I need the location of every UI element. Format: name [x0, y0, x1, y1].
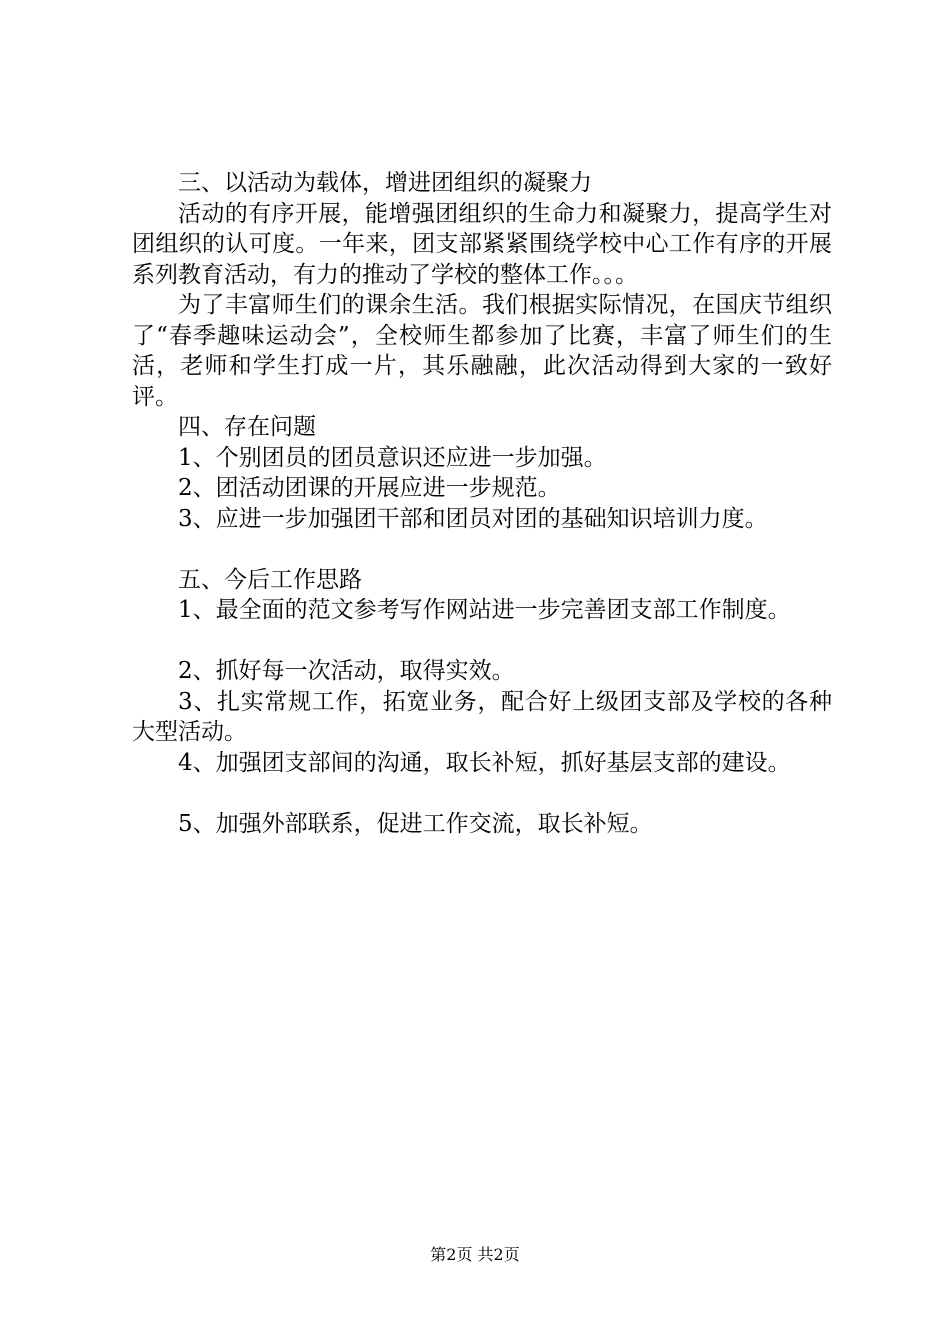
- plan-item-1: 1、最全面的范文参考写作网站进一步完善团支部工作制度。: [178, 597, 791, 623]
- problem-item-3: 3、应进一步加强团干部和团员对团的基础知识培训力度。: [178, 505, 768, 532]
- section-heading-3: 三、以活动为载体，增进团组织的凝聚力: [178, 170, 592, 196]
- section-heading-5: 五、今后工作思路: [178, 566, 362, 593]
- blank-line: [132, 778, 832, 809]
- blank-line: [132, 534, 832, 565]
- paragraph-sports-meet: 为了丰富师生们的课余生活。我们根据实际情况，在国庆节组织了“春季趣味运动会”，全校师生都参加了比赛，丰富了师生们的生活，老师和学生打成一片，其乐融融，此次活动得到大家的一致好评。: [132, 292, 832, 410]
- paragraph-activities: 活动的有序开展，能增强团组织的生命力和凝聚力，提高学生对团组织的认可度。一年来，团支部紧紧围绕学校中心工作有序的开展系列教育活动，有力的推动了学校的整体工作。。。: [132, 200, 832, 288]
- problem-item-2: 2、团活动团课的开展应进一步规范。: [178, 475, 561, 501]
- plan-item-3: 3、扎实常规工作，拓宽业务，配合好上级团支部及学校的各种大型活动。: [132, 688, 832, 745]
- blank-line: [132, 626, 832, 657]
- problem-item-1: 1、个别团员的团员意识还应进一步加强。: [178, 444, 607, 471]
- plan-item-4: 4、加强团支部间的沟通，取长补短，抓好基层支部的建设。: [178, 749, 791, 776]
- plan-item-2: 2、抓好每一次活动，取得实效。: [178, 658, 515, 684]
- section-heading-4: 四、存在问题: [178, 414, 316, 440]
- plan-item-5: 5、加强外部联系，促进工作交流，取长补短。: [178, 810, 653, 837]
- page-footer: 第2页 共2页: [430, 1245, 520, 1264]
- document-body: [132, 168, 832, 839]
